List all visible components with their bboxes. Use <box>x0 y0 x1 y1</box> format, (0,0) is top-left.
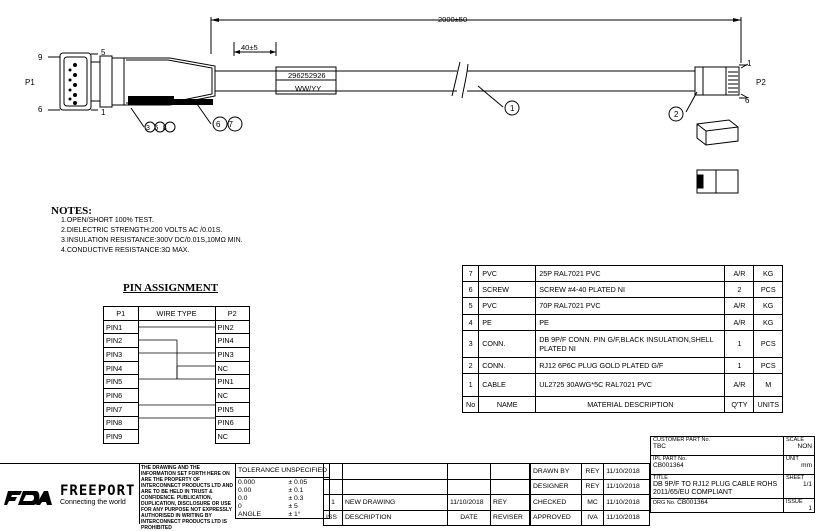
pin-assignment-table <box>103 306 250 444</box>
pin-assignment-title: PIN ASSIGNMENT <box>123 282 219 294</box>
company-name: FREEPORT <box>60 483 136 499</box>
table-row: PIN9 NC <box>104 430 250 444</box>
legal-notice: THE DRAWING AND THE INFORMATION SET FORTH HERE ON ARE THE PROPERTY OF INTERCONNECT PRODUCTS LTD AND ARE TO BE HELD IN TRUST & CONFIDENCE. PUBLICATION, DUPLICATION, DISCLOSURE OR USE FOR ANY PURPOSE NOT EXPRESSLY AUTHORISED IN WRITING BY INTERCONNECT PRODUCTS LTD IS PROHIBITED <box>141 465 233 531</box>
label-line1: 296252926 <box>288 71 326 80</box>
p2-pin-1: 1 <box>747 59 752 68</box>
note-item: 1.OPEN/SHORT 100% TEST. <box>61 217 154 224</box>
p1-pin-6: 6 <box>38 105 43 114</box>
p2-label: P2 <box>756 78 766 87</box>
approval-table <box>530 463 650 526</box>
freeport-logo-mark <box>4 491 52 505</box>
wire-lines <box>139 321 215 443</box>
p1-pin-9: 9 <box>38 53 43 62</box>
drg-label: DRG No. <box>653 500 676 506</box>
table-row: PIN1 PIN2 <box>104 320 250 334</box>
rev-date: 11/10/2018 <box>448 495 491 511</box>
customer-part-label: CUSTOMER PART No. <box>653 437 711 443</box>
table-row <box>324 495 530 511</box>
note-item: 3.INSULATION RESISTANCE:300V DC/0.01S,10MΩ MIN. <box>61 237 243 244</box>
part-info-block <box>650 436 815 513</box>
unit-label: UNIT <box>786 456 799 462</box>
table-row: PIN5 PIN1 <box>104 375 250 389</box>
table-row: 1 CABLE UL2725 30AWG*5C RAL7021 PVC A/R M <box>463 373 783 396</box>
table-row: CHECKED MC 11/10/2018 <box>531 495 650 511</box>
rj12-iso-view <box>697 120 738 145</box>
break-mark <box>452 62 468 98</box>
rev-reviser: REY <box>491 495 530 511</box>
tolerance-header: TOLERANCE UNSPECIFIED <box>236 464 330 478</box>
company-tagline: Connecting the world <box>60 499 126 506</box>
revision-table <box>323 463 530 526</box>
customer-part-value: TBC <box>653 443 666 450</box>
scale-label: SCALE <box>786 437 805 443</box>
pin-header-p2: P2 <box>215 307 250 321</box>
drg-value: CB001364 <box>677 499 708 506</box>
table-row: 7 PVC 25P RAL7021 PVC A/R KG <box>463 266 783 282</box>
db9-flange <box>100 56 112 107</box>
db9-pins <box>69 63 78 105</box>
table-row: PIN4 NC <box>104 361 250 375</box>
p2-pin-6: 6 <box>745 96 750 105</box>
table-row: APPROVED IVA 11/10/2018 <box>531 510 650 526</box>
bill-of-materials <box>462 265 783 413</box>
ipl-part-value: CB001364 <box>653 462 684 469</box>
sheet-value: 1/1 <box>802 481 812 488</box>
callout-1: 1 <box>510 104 515 113</box>
table-row: PIN7 PIN5 <box>104 402 250 416</box>
notes-title: NOTES: <box>51 205 92 217</box>
table-row: 3 CONN. DB 9P/F CONN. PIN G/F,BLACK INSULATION,SHELL PLATED NI 1 PCS <box>463 330 783 357</box>
table-row: PIN3 PIN3 <box>104 348 250 362</box>
scale-value: NON <box>797 443 812 450</box>
db9-backshell <box>112 58 124 105</box>
length-dim-text: 2000±50 <box>438 15 468 24</box>
strip-dim-text: 40±5 <box>241 43 258 52</box>
ipl-part-label: IPL PART No. <box>653 456 687 462</box>
pin-header-wire: WIRE TYPE <box>138 307 215 321</box>
p1-pin-1: 1 <box>101 108 106 117</box>
table-row: 6 SCREW SCREW #4-40 PLATED NI 2 PCS <box>463 282 783 298</box>
table-row: PIN6 NC <box>104 389 250 403</box>
bom-header-row: No NAME MATERIAL DESCRIPTION Q'TY UNITS <box>463 396 783 412</box>
notes-list <box>61 216 243 256</box>
tolerance-table: TOLERANCE UNSPECIFIED 0.000 ± 0.05 0.00 ± 0.1 0.0 ± 0.3 0 ± 5 ANGLE ± 1° <box>235 463 330 519</box>
table-row: DRAWN BY REY 11/10/2018 <box>531 464 650 480</box>
table-row: DESIGNER REY 11/10/2018 <box>531 479 650 495</box>
title-label: TITLE <box>653 475 668 481</box>
sheet-label: SHEET <box>786 475 805 481</box>
callout-358: 358 <box>146 125 172 132</box>
rj12-contacts <box>728 72 738 92</box>
rev-iss: 1 <box>324 495 343 511</box>
p1-pin-5: 5 <box>101 48 106 57</box>
table-row: 2 CONN. RJ12 6P6C PLUG GOLD PLATED G/F 1 PCS <box>463 357 783 373</box>
p1-label: P1 <box>25 78 35 87</box>
callout-67: 67 <box>216 120 241 129</box>
label-line2: WW/YY <box>295 84 322 93</box>
table-row: 5 PVC 70P RAL7021 PVC A/R KG <box>463 298 783 314</box>
callout-2: 2 <box>674 110 679 119</box>
table-row: PIN2 PIN4 <box>104 334 250 348</box>
table-row: PIN8 PIN6 <box>104 416 250 430</box>
drawing-title: DB 9P/F TO RJ12 PLUG CABLE ROHS 2011/65/EU COMPLIANT <box>653 481 778 496</box>
pin-header-p1: P1 <box>104 307 139 321</box>
unit-value: mm <box>801 462 812 469</box>
wire-type-cell <box>138 320 215 443</box>
rev-header-row: ISS DESCRIPTION DATE REVISER <box>324 510 530 526</box>
note-item: 2.DIELECTRIC STRENGTH:200 VOLTS AC /0.01S. <box>61 227 223 234</box>
table-row: 4 PE PE A/R KG <box>463 314 783 330</box>
rev-description: NEW DRAWING <box>343 495 448 511</box>
rj12-body <box>695 67 739 95</box>
issue-label: ISSUE <box>786 499 803 505</box>
issue-value: 1 <box>808 505 812 512</box>
note-item: 4.CONDUCTIVE RESISTANCE:3Ω MAX. <box>61 247 190 254</box>
